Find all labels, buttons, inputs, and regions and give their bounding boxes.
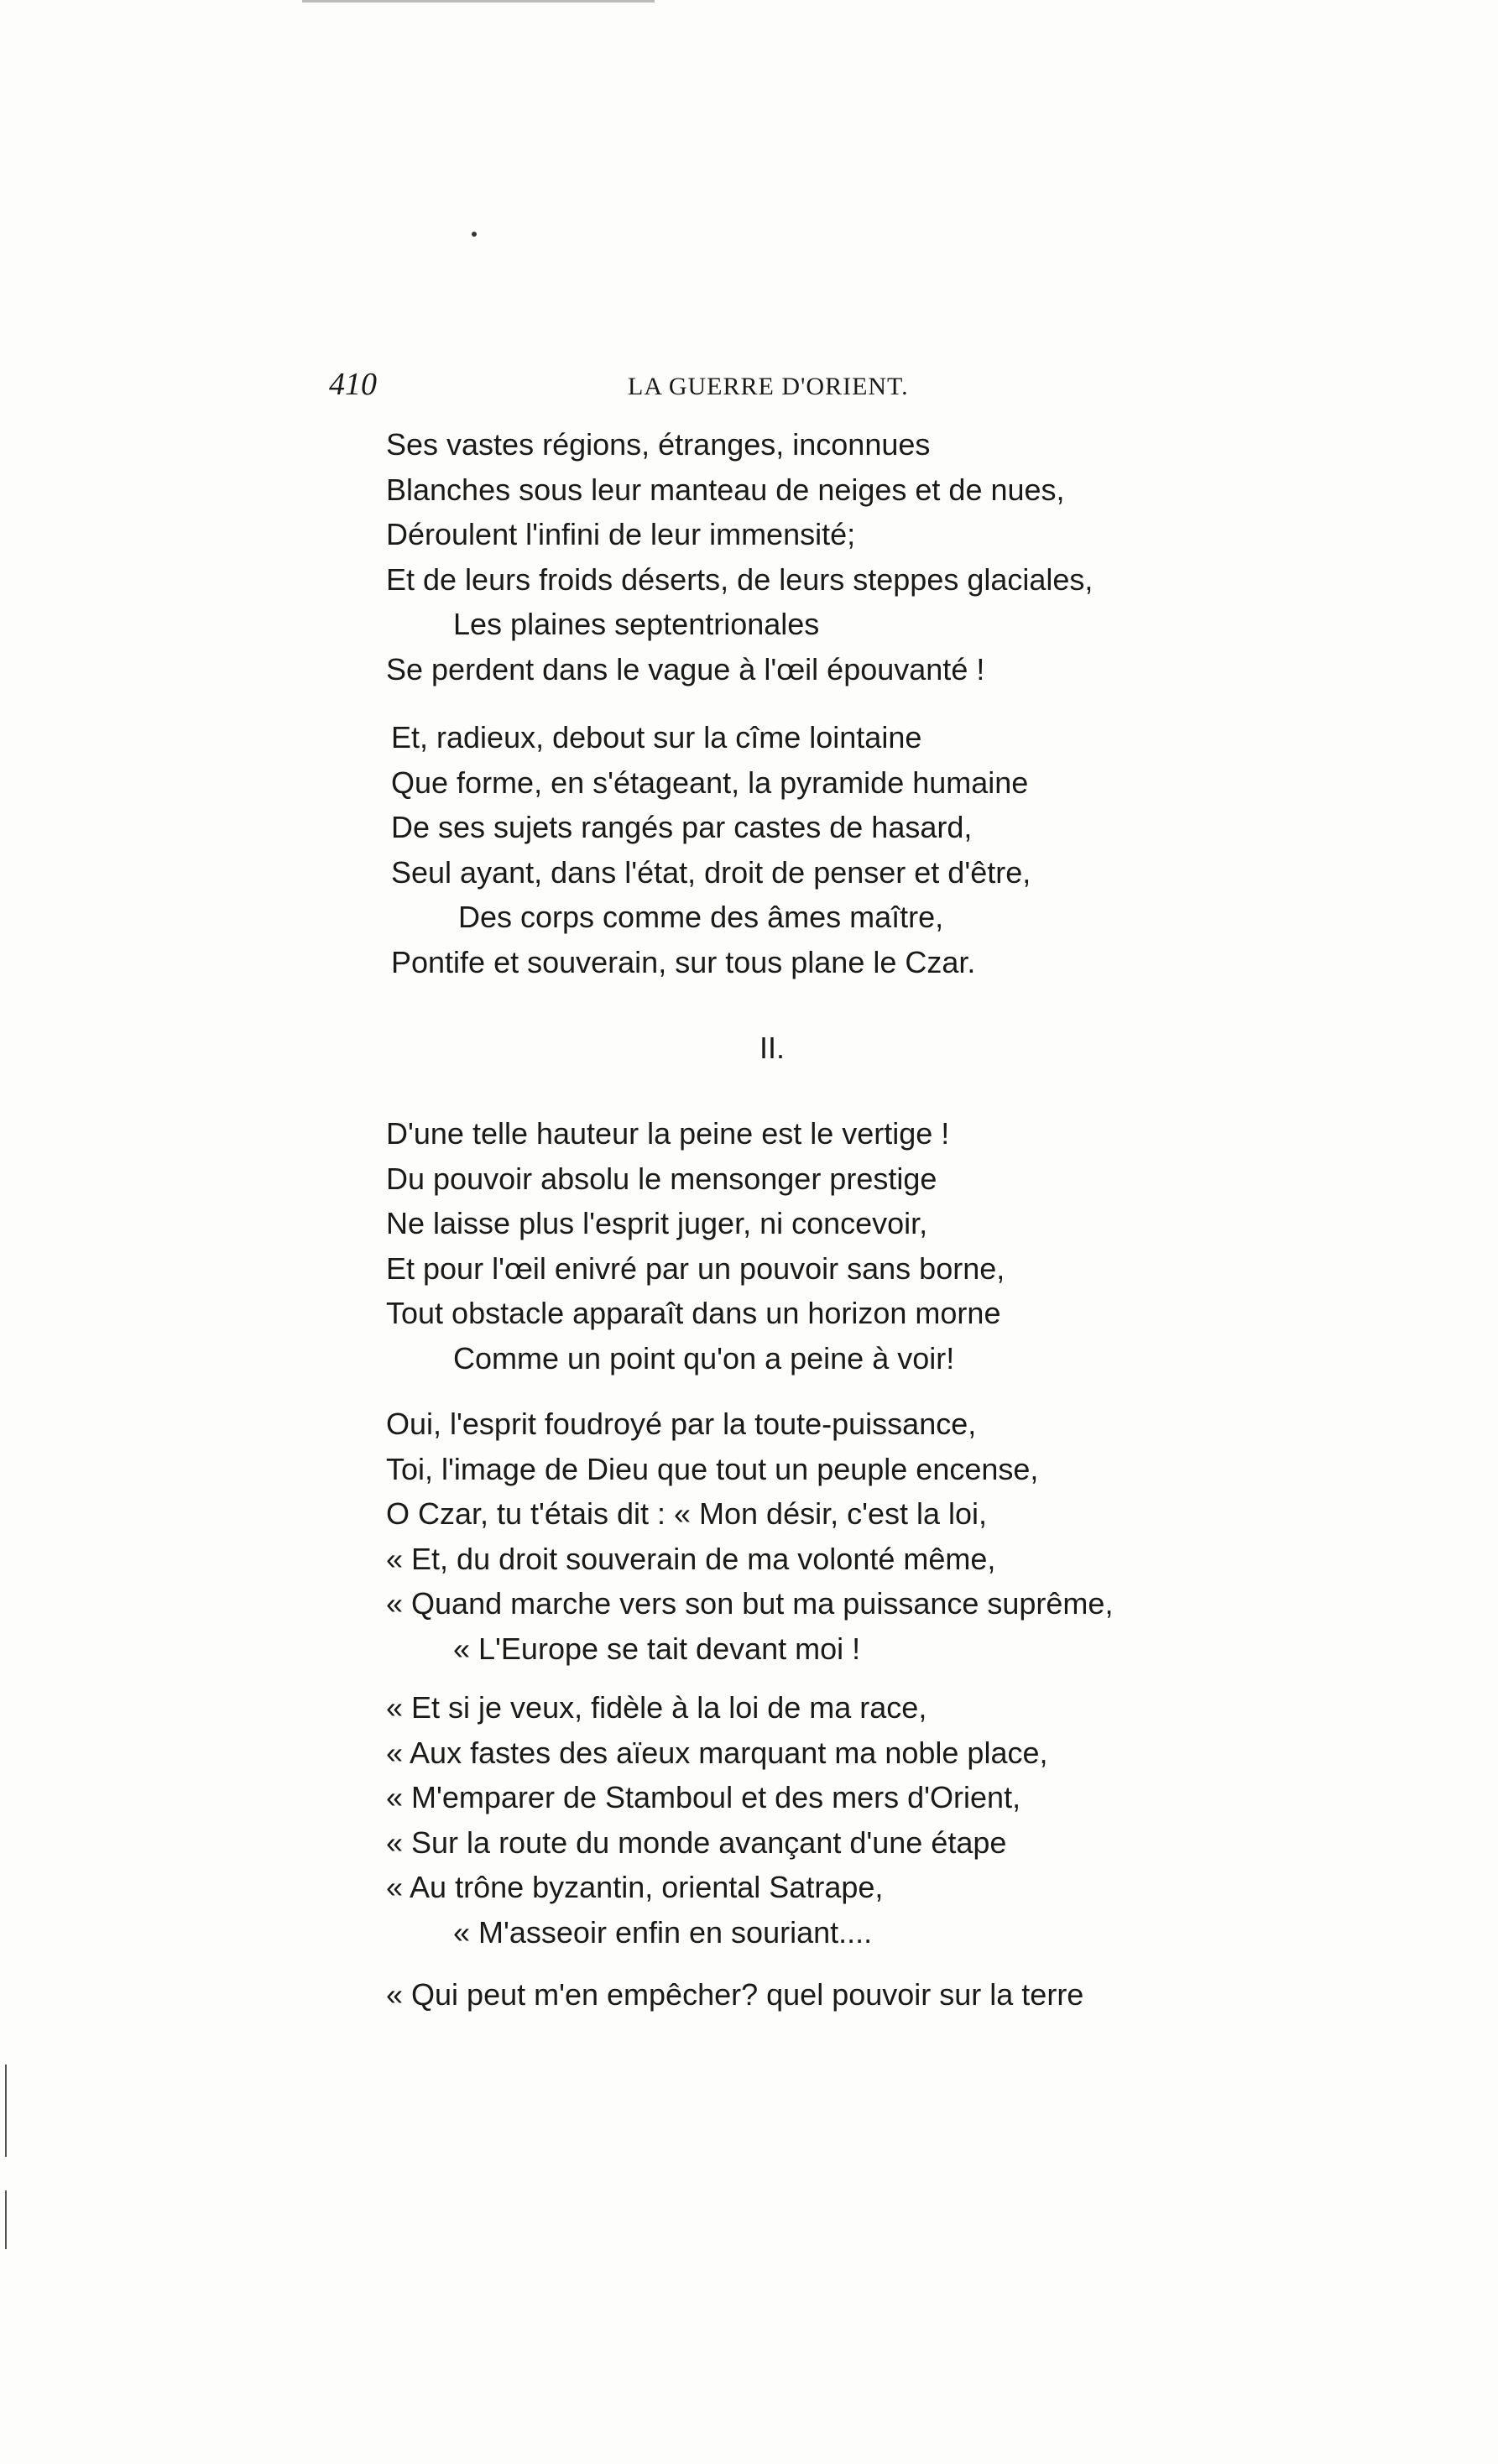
verse-line: Toi, l'image de Dieu que tout un peuple encense, (386, 1451, 1039, 1486)
verse-line: Et pour l'œil enivré par un pouvoir sans borne, (386, 1250, 1005, 1286)
verse-line: « M'emparer de Stamboul et des mers d'Orient, (386, 1780, 1021, 1814)
verse-line: Pontife et souverain, sur tous plane le Czar. (391, 944, 976, 979)
verse-line: « Et si je veux, fidèle à la loi de ma race, (386, 1690, 927, 1725)
verse-line: Se perdent dans le vague à l'œil épouvanté ! (386, 651, 985, 686)
verse-line: Tout obstacle apparaît dans un horizon morne (386, 1296, 1001, 1330)
verse-line: Déroulent l'infini de leur immensité; (386, 517, 856, 551)
verse-line: Du pouvoir absolu le mensonger prestige (386, 1161, 937, 1196)
verse-line: Seul ayant, dans l'état, droit de penser et d'être, (391, 854, 1031, 890)
verse-line: Les plaines septentrionales (453, 607, 820, 641)
verse-line: Comme un point qu'on a peine à voir! (453, 1340, 955, 1376)
verse-line: D'une telle hauteur la peine est le vertige ! (386, 1116, 950, 1151)
verse-line: « M'asseoir enfin en souriant.... (453, 1914, 873, 1950)
verse-line: « Et, du droit souverain de ma volonté même, (386, 1541, 996, 1576)
verse-line: De ses sujets rangés par castes de hasard, (391, 810, 973, 844)
verse-line: « Sur la route du monde avançant d'une étape (386, 1825, 1007, 1860)
verse-line: « Quand marche vers son but ma puissance suprême, (386, 1586, 1114, 1621)
top-scan-edge (302, 0, 655, 3)
page-number: 410 (329, 367, 377, 402)
verse-line: O Czar, tu t'étais dit : « Mon désir, c'est la loi, (386, 1496, 988, 1531)
verse-line: « L'Europe se tait devant moi ! (453, 1631, 861, 1666)
section-number: II. (759, 1031, 786, 1065)
running-title: LA GUERRE D'ORIENT. (628, 373, 909, 400)
verse-line: « Aux fastes des aïeux marquant ma noble place, (386, 1735, 1048, 1770)
verse-line: Oui, l'esprit foudroyé par la toute-puissance, (386, 1407, 977, 1441)
verse-line: Et de leurs froids déserts, de leurs steppes glaciales, (386, 561, 1093, 597)
verse-line: « Au trône byzantin, oriental Satrape, (386, 1870, 884, 1904)
verse-line: Ne laisse plus l'esprit juger, ni concevoir, (386, 1206, 928, 1240)
stanza-2 (391, 715, 1230, 984)
verse-line: Des corps comme des âmes maître, (458, 900, 944, 934)
verse-line: Que forme, en s'étageant, la pyramide humaine (391, 765, 1029, 800)
stanza-3 (386, 1111, 1225, 1381)
margin-scan-mark (5, 2065, 7, 2157)
stanza-4 (386, 1402, 1225, 1671)
stanza-1 (386, 422, 1225, 692)
verse-line: Et, radieux, debout sur la cîme lointaine (391, 720, 922, 754)
verse-line: « Qui peut m'en empêcher? quel pouvoir sur la terre (386, 1977, 1084, 2012)
verse-line: Ses vastes régions, étranges, inconnues (386, 427, 931, 462)
ink-speck (472, 232, 477, 237)
margin-scan-mark (5, 2190, 7, 2249)
stanza-5 (386, 1685, 1225, 1955)
stanza-6 (386, 1972, 1225, 2018)
page-header (329, 366, 1168, 416)
verse-line: Blanches sous leur manteau de neiges et de nues, (386, 472, 1065, 507)
